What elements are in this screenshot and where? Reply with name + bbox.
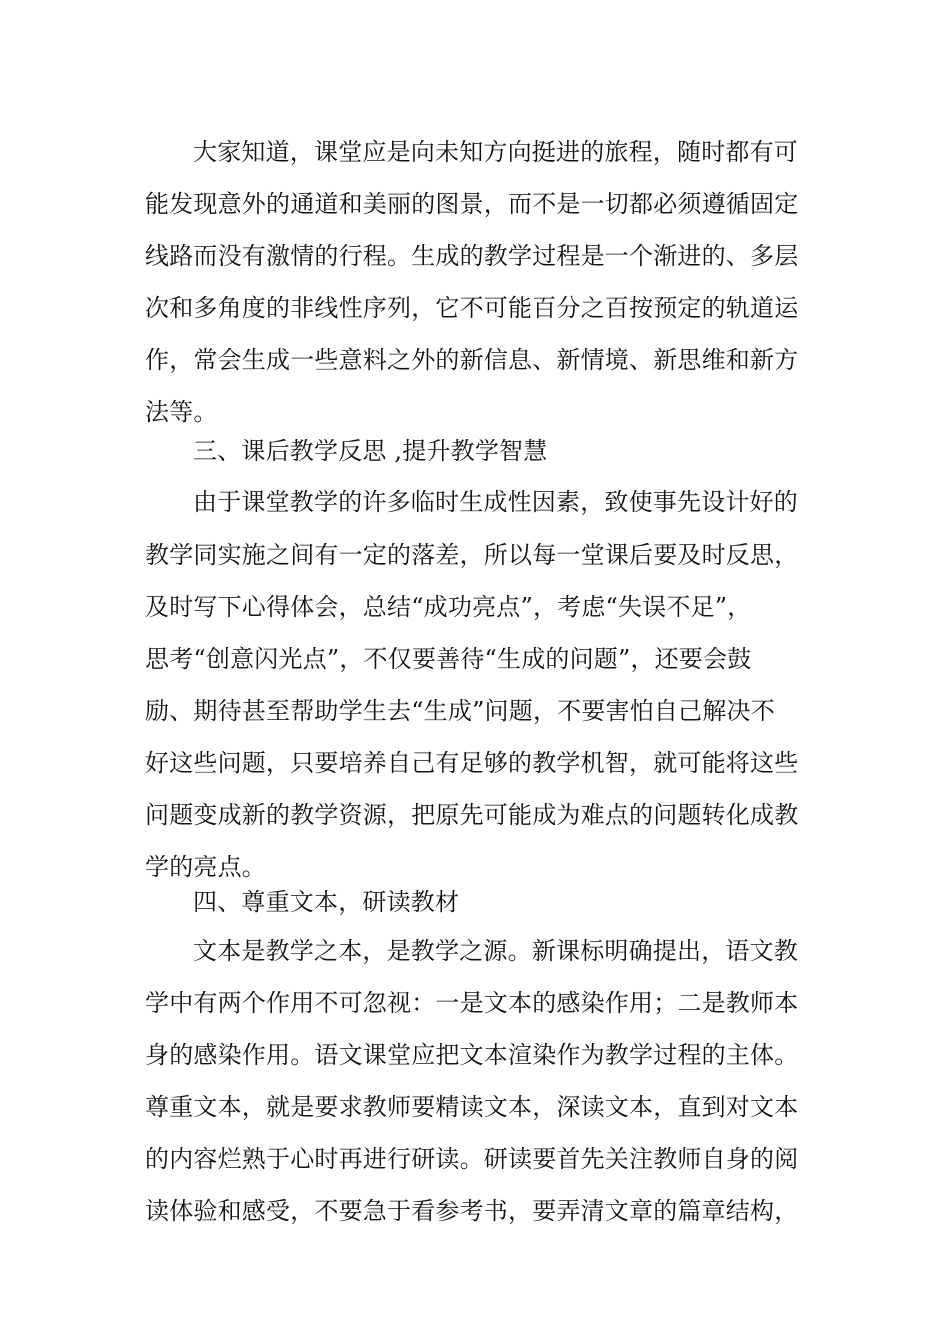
paragraph-3-line-1: 文本是教学之本，是教学之源。新课标明确提出，语文教	[193, 937, 798, 965]
paragraph-3-line-4: 尊重文本，就是要求教师要精读文本，深读文本，直到对文本	[145, 1093, 799, 1121]
paragraph-1-line-1: 大家知道，课堂应是向未知方向挺进的旅程，随时都有可	[193, 138, 798, 166]
paragraph-2-line-2: 教学同实施之间有一定的落差，所以每一堂课后要及时反思，	[145, 541, 799, 569]
paragraph-1-line-2: 能发现意外的通道和美丽的图景，而不是一切都必须遵循固定	[145, 190, 799, 218]
paragraph-2-line-5: 励、期待甚至帮助学生去“生成”问题，不要害怕自己解决不	[145, 697, 775, 725]
paragraph-2-line-3: 及时写下心得体会，总结“成功亮点”，考虑“失误不足”，	[145, 593, 752, 621]
section-heading-4: 四、尊重文本，研读教材	[193, 888, 460, 916]
paragraph-2-line-6: 好这些问题，只要培养自己有足够的教学机智，就可能将这些	[145, 749, 799, 777]
paragraph-3-line-2: 学中有两个作用不可忽视：一是文本的感染作用；二是教师本	[145, 989, 799, 1017]
paragraph-3-line-5: 的内容烂熟于心时再进行研读。研读要首先关注教师自身的阅	[145, 1145, 799, 1173]
paragraph-2-line-1: 由于课堂教学的许多临时生成性因素，致使事先设计好的	[193, 488, 798, 516]
paragraph-1-line-4: 次和多角度的非线性序列，它不可能百分之百按预定的轨道运	[145, 294, 799, 322]
paragraph-1-line-3: 线路而没有激情的行程。生成的教学过程是一个渐进的、多层	[145, 242, 799, 270]
paragraph-1-line-5: 作，常会生成一些意料之外的新信息、新情境、新思维和新方	[145, 346, 799, 374]
paragraph-3-line-3: 身的感染作用。语文课堂应把文本渲染作为教学过程的主体。	[145, 1041, 799, 1069]
paragraph-2-line-7: 问题变成新的教学资源，把原先可能成为难点的问题转化成教	[145, 801, 799, 829]
paragraph-1-line-6: 法等。	[145, 398, 218, 426]
paragraph-2-line-4: 思考“创意闪光点”，不仅要善待“生成的问题”，还要会鼓	[145, 645, 752, 673]
section-heading-3: 三、课后教学反思 ,提升教学智慧	[193, 437, 548, 465]
paragraph-2-line-8: 学的亮点。	[145, 853, 266, 881]
paragraph-3-line-6: 读体验和感受，不要急于看参考书，要弄清文章的篇章结构，	[145, 1197, 799, 1225]
